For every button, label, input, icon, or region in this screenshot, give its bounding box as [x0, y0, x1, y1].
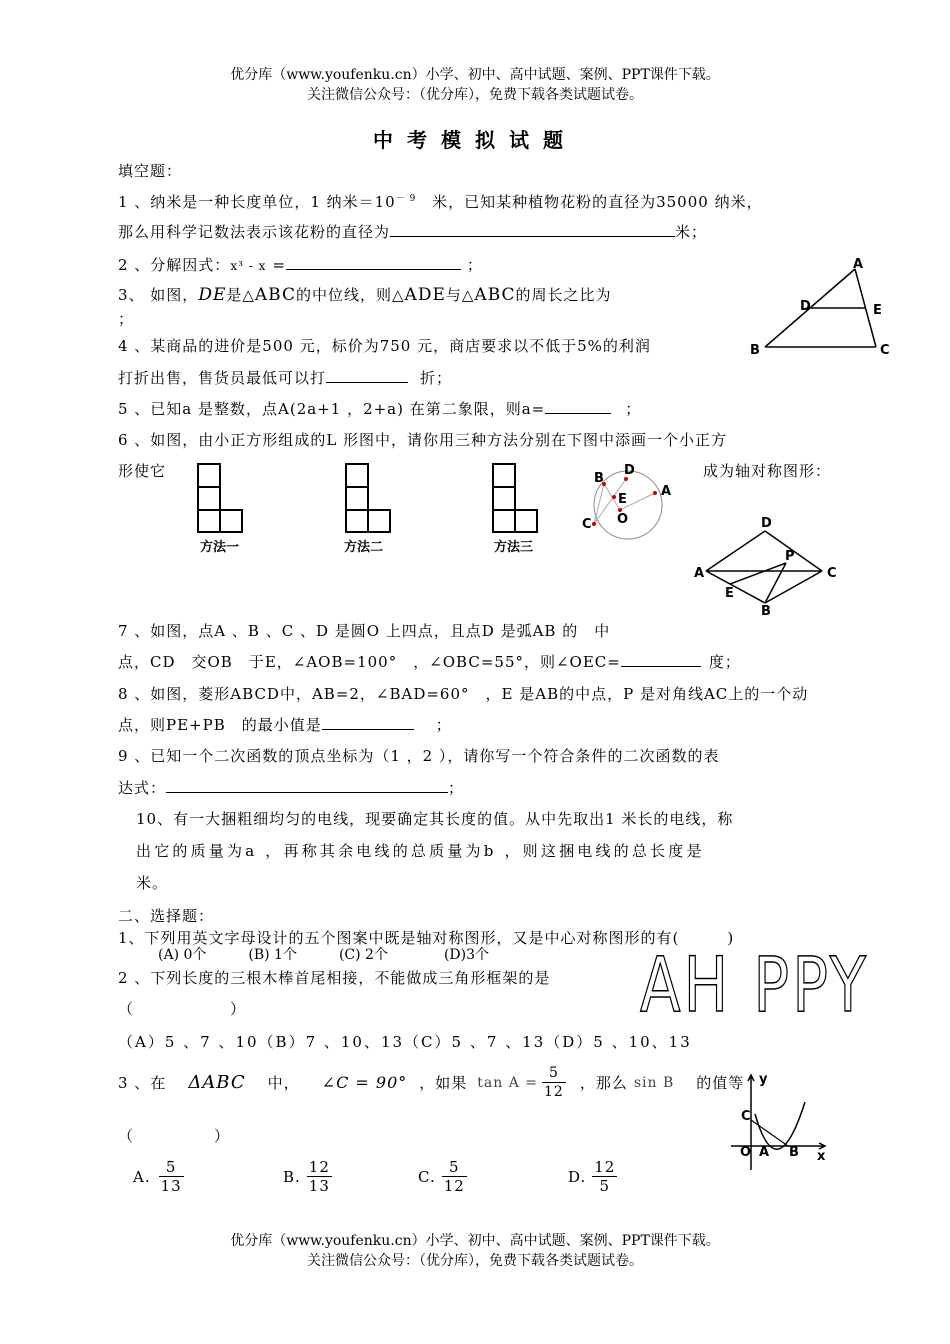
q2-text: 2 、分解因式：	[118, 256, 231, 274]
q8-answer-blank[interactable]	[322, 715, 414, 730]
q1-text-d: 米；	[675, 223, 708, 241]
choice-2-options: （A）5 、7 、10（B）7 、10、13（C）5 、7 、13（D）5 、10、13	[118, 1033, 692, 1051]
c3-text-e: 的值等	[696, 1074, 745, 1092]
c3-option-d-label: D.	[568, 1167, 587, 1186]
c3-option-a-num: 5	[159, 1158, 184, 1177]
tri-label-e: E	[873, 303, 882, 318]
c3-tan: tan A =	[477, 1074, 539, 1091]
q1-text-b: 米，已知某种植物花粉的直径为35000 纳米，	[432, 193, 763, 211]
circle-label-d: D	[624, 463, 635, 478]
rhombus-label-c: C	[827, 566, 837, 581]
figure-rhombus-q8	[690, 515, 840, 620]
q2-equals: =	[272, 256, 286, 274]
q3-text-a: 3、 如图，	[118, 286, 199, 304]
c3-option-a-den: 13	[160, 1177, 182, 1195]
question-4-line-2	[118, 367, 452, 388]
question-3	[118, 284, 612, 305]
question-7-line-1: 7 、如图，点A 、B 、C 、D 是圆O 上四点，且点D 是弧AB 的 中	[118, 622, 611, 640]
q2-answer-blank[interactable]	[286, 255, 461, 270]
figure-parabola-graph	[725, 1072, 835, 1177]
c3-angle: ∠C = 90°	[321, 1073, 408, 1092]
q9-answer-blank[interactable]	[166, 778, 448, 793]
q3-semicolon: ；	[118, 310, 135, 328]
rhombus-label-e: E	[725, 586, 734, 601]
c3-option-c-label: C.	[418, 1167, 436, 1186]
circle-label-e: E	[618, 492, 627, 507]
q1-text-a: 1 、纳米是一种长度单位，1 纳米＝10	[118, 193, 396, 211]
q1-exponent: － 9	[395, 194, 417, 204]
c3-text-d: ，那么	[579, 1074, 628, 1092]
header-line-1: 优分库（www.youfenku.cn）小学、初中、高中试题、案例、PPT课件下载。	[230, 67, 720, 83]
choice-3-question	[118, 1064, 744, 1101]
q3-text-d: 与△	[445, 286, 475, 304]
question-6-line-1: 6 、如图，由小正方形组成的L 形图中，请你用三种方法分别在下图中添画一个小正方	[118, 431, 728, 449]
rhombus-label-b: B	[761, 604, 771, 619]
c3-option-d-fraction	[592, 1158, 617, 1195]
q8-text-c: ；	[435, 716, 452, 734]
graph-label-a: A	[759, 1145, 770, 1160]
rhombus-label-a: A	[694, 566, 705, 581]
question-8-line-2	[118, 714, 452, 735]
c3-option-c-num: 5	[442, 1158, 467, 1177]
question-7-line-2	[118, 651, 741, 672]
q1-text-c: 那么用科学记数法表示该花粉的直径为	[118, 223, 391, 241]
q7-text-c: 度；	[708, 653, 741, 671]
c3-option-d-den: 5	[599, 1177, 611, 1195]
figure-triangle-ade	[748, 258, 893, 358]
tri-label-c: C	[880, 343, 890, 358]
question-5	[118, 398, 641, 419]
q7-answer-blank[interactable]	[621, 652, 701, 667]
q1-answer-blank[interactable]	[390, 222, 675, 237]
method-3-label: 方法三	[494, 540, 534, 555]
q7-text-b: 点，CD 交OB 于E，∠AOB=100° ，∠OBC=55°，则∠OEC=	[118, 653, 621, 671]
question-6-line-2b: 成为轴对称图形：	[703, 462, 832, 480]
graph-label-b: B	[789, 1145, 799, 1160]
choice-2-question: 2 、下列长度的三根木棒首尾相接，不能做成三角形框架的是	[118, 969, 551, 987]
tri-label-b: B	[750, 343, 760, 358]
question-10-line-3: 米。	[136, 874, 169, 892]
q5-text-a: 5 、已知a 是整数，点A(2a+1 ，2+a) 在第二象限，则a=	[118, 400, 546, 418]
q3-text-b: 是△	[226, 286, 255, 304]
c3-option-b-fraction	[307, 1158, 332, 1195]
section-fill-in: 填空题：	[118, 162, 183, 180]
question-2	[118, 254, 483, 275]
footer-line-2: 关注微信公众号：（优分库），免费下载各类试题试卷。	[307, 1253, 643, 1269]
question-9-line-2	[118, 777, 464, 798]
question-10-line-1: 10、有一大捆粗细均匀的电线，现要确定其长度的值。从中先取出1 米长的电线，称	[136, 810, 734, 828]
rhombus-label-p: P	[785, 549, 795, 564]
circle-label-o: O	[617, 512, 629, 527]
method-1-label: 方法一	[200, 540, 240, 555]
method-2-label: 方法二	[344, 540, 384, 555]
graph-label-y: y	[759, 1072, 768, 1087]
c3-text-a: 3 、在	[118, 1074, 167, 1092]
letter-pattern-ahppy: AH PPY	[640, 940, 870, 1029]
question-9-line-1: 9 、已知一个二次函数的顶点坐标为（1 ，2 ），请你写一个符合条件的二次函数的表	[118, 747, 720, 765]
rhombus-label-d: D	[761, 516, 772, 531]
q3-abc-2: ABC	[474, 285, 516, 305]
c3-option-b-num: 12	[308, 1158, 330, 1176]
graph-label-c: C	[741, 1109, 751, 1124]
c3-text-c: ，如果	[419, 1074, 468, 1092]
q3-abc-1: ABC	[254, 285, 296, 305]
figure-circle-q7	[580, 460, 680, 552]
tri-label-a: A	[853, 257, 864, 272]
q9-text-b: 达式：	[118, 779, 167, 797]
q2-expression: x³ - x	[230, 259, 267, 273]
circle-label-a: A	[661, 484, 672, 499]
c3-tan-den: 12	[544, 1084, 564, 1100]
question-4-line-1: 4 、某商品的进价是500 元，标价为750 元，商店要求以不低于5%的利润	[118, 337, 651, 355]
question-10-line-2: 出它的质量为a ，再称其余电线的总质量为b ，则这捆电线的总长度是	[136, 842, 705, 860]
q2-end: ；	[466, 256, 483, 274]
question-8-line-1: 8 、如图，菱形ABCD中，AB=2，∠BAD=60° ，E 是AB的中点，P 是对角线AC上的一个动	[118, 685, 809, 703]
q3-text-e: 的周长之比为	[515, 286, 612, 304]
c3-option-b[interactable]	[283, 1158, 332, 1195]
c3-option-b-label: B.	[283, 1167, 301, 1186]
circle-label-c: C	[582, 517, 592, 532]
choice-1-options: (A) 0个 (B) 1个 (C) 2个 (D)3个	[158, 947, 490, 963]
question-1-line-2	[118, 221, 707, 242]
choice-2-paren: （ ）	[118, 1000, 247, 1018]
q5-answer-blank[interactable]	[545, 399, 611, 414]
tri-label-d: D	[800, 299, 811, 314]
c3-text-b: 中，	[267, 1074, 300, 1092]
c3-triangle: ΔABC	[188, 1072, 246, 1093]
c3-option-c-den: 12	[443, 1177, 465, 1195]
c3-tan-fraction	[542, 1064, 566, 1101]
q9-text-c: ；	[448, 779, 465, 797]
choice-3-paren: （ ）	[118, 1127, 231, 1145]
page-title: 中考模拟试题	[373, 128, 577, 152]
c3-option-d[interactable]	[568, 1158, 617, 1195]
graph-label-x: x	[817, 1149, 826, 1164]
q3-de: DE	[198, 285, 227, 305]
c3-option-c[interactable]	[418, 1158, 467, 1195]
section-multiple-choice: 二、选择题：	[118, 907, 215, 925]
question-6-line-2a: 形使它	[118, 462, 167, 480]
q5-text-b: ；	[625, 400, 642, 418]
circle-label-b: B	[594, 471, 604, 486]
c3-option-b-den: 13	[308, 1177, 330, 1195]
c3-option-a-fraction	[159, 1158, 184, 1195]
footer-line-1: 优分库（www.youfenku.cn）小学、初中、高中试题、案例、PPT课件下载。	[230, 1233, 720, 1249]
q4-text-b: 打折出售，售货员最低可以打	[118, 369, 327, 387]
c3-option-c-fraction	[442, 1158, 467, 1195]
c3-option-a[interactable]	[133, 1158, 184, 1195]
q3-text-c: 的中位线，则△	[296, 286, 405, 304]
c3-option-d-num: 12	[594, 1158, 616, 1176]
header-line-2: 关注微信公众号：（优分库），免费下载各类试题试卷。	[307, 87, 643, 103]
c3-option-a-label: A.	[133, 1167, 151, 1186]
q4-answer-blank[interactable]	[326, 368, 408, 383]
choice-1-question: 1、下列用英文字母设计的五个图案中既是轴对称图形，又是中心对称图形的有( )	[118, 929, 735, 947]
q4-text-c: 折；	[420, 369, 453, 387]
graph-label-o: O	[740, 1145, 752, 1160]
question-1-line-1	[118, 191, 763, 212]
c3-sin: sin B	[633, 1074, 675, 1091]
q8-text-b: 点，则PE+PB 的最小值是	[118, 716, 322, 734]
q3-ade: ADE	[404, 285, 446, 305]
c3-tan-num: 5	[542, 1064, 566, 1083]
